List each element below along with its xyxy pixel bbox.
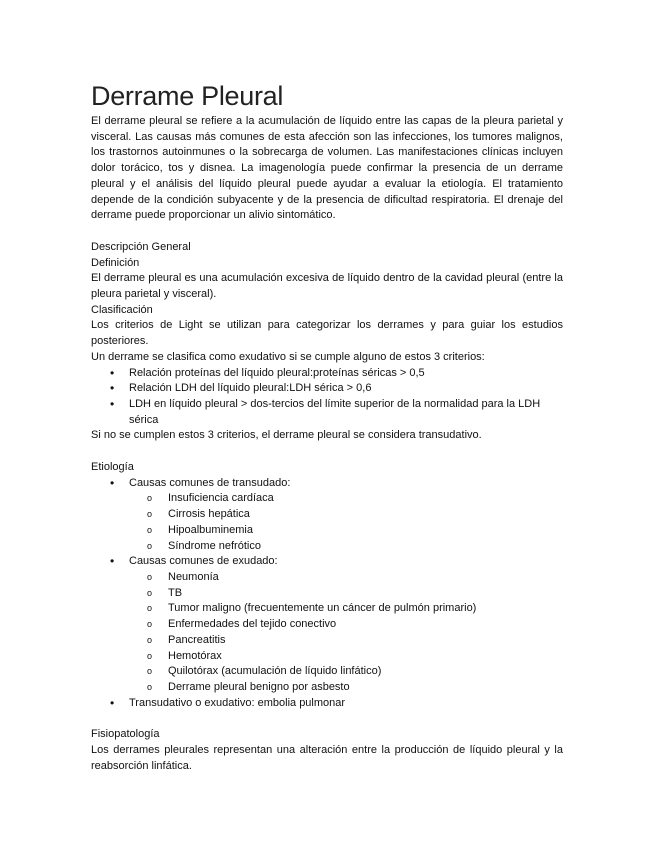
criteria-intro: Un derrame se clasifica como exudativo si se cumple alguno de estos 3 criterios: <box>91 350 485 363</box>
list-item: o Tumor maligno (frecuentemente un cáncer de pulmón primario) <box>91 601 563 617</box>
transudate-causes-list <box>91 491 563 554</box>
etiology-list-mixed <box>91 696 563 712</box>
criteria-list <box>91 366 563 429</box>
definition-paragraph: El derrame pleural es una acumulación excesiva de líquido dentro de la cavidad pleural (entre la pleura parietal y visceral). <box>91 272 563 301</box>
list-item-mixed: • Transudativo o exudativo: embolia pulmonar <box>91 696 563 712</box>
etiology-list <box>91 476 563 492</box>
transudate-label: Causas comunes de transudado: <box>129 476 291 489</box>
list-item: o Cirrosis hepática <box>91 507 563 523</box>
exudate-label: Causas comunes de exudado: <box>129 555 278 568</box>
etiology-list-exudate <box>91 554 563 570</box>
subheading-definition: Definición <box>91 256 140 269</box>
list-item: o TB <box>91 586 563 602</box>
subheading-classification: Clasificación <box>91 303 153 316</box>
section-heading-general: Descripción General <box>91 240 191 253</box>
criteria-outro: Si no se cumplen estos 3 criterios, el derrame pleural se considera transudativo. <box>91 429 482 442</box>
list-item-exudate <box>91 554 563 570</box>
list-item: • Relación proteínas del líquido pleural:proteínas séricas > 0,5 <box>91 366 563 382</box>
list-item: o Síndrome nefrótico <box>91 539 563 555</box>
exudate-causes-list <box>91 570 563 696</box>
classification-paragraph: Los criterios de Light se utilizan para categorizar los derrames y para guiar los estudios posteriores. <box>91 319 563 348</box>
list-item: • LDH en líquido pleural > dos-tercios del límite superior de la normalidad para la LDH sérica <box>91 397 563 428</box>
list-item: o Hemotórax <box>91 649 563 665</box>
list-item: o Derrame pleural benigno por asbesto <box>91 680 563 696</box>
section-heading-etiology: Etiología <box>91 461 134 474</box>
intro-paragraph: El derrame pleural se refiere a la acumulación de líquido entre las capas de la pleura parietal y visceral. Las causas más comunes de esta afección son las infecciones, los tumores malignos, los trastornos autoinmunes o la sobrecarga de volumen. Las manifestaciones clínicas incluyen dolor torácico, tos y disnea. La imagenología puede confirmar la presencia de un derrame pleural y el análisis del líquido pleural puede ayudar a evaluar la etiología. El tratamiento depende de la condición subyacente y de la presencia de dificultad respiratoria. El drenaje del derrame puede proporcionar un alivio sintomático. <box>91 115 563 222</box>
list-item: • Relación LDH del líquido pleural:LDH sérica > 0,6 <box>91 381 563 397</box>
list-item: o Hipoalbuminemia <box>91 523 563 539</box>
pathophysiology-paragraph: Los derrames pleurales representan una alteración entre la producción de líquido pleural y la reabsorción linfática. <box>91 744 563 772</box>
list-item: o Insuficiencia cardíaca <box>91 491 563 507</box>
list-item: o Neumonía <box>91 570 563 586</box>
list-item: o Pancreatitis <box>91 633 563 649</box>
document-body <box>91 80 563 774</box>
page-title: Derrame Pleural <box>91 81 284 111</box>
section-heading-pathophysiology: Fisiopatología <box>91 728 160 741</box>
list-item: o Enfermedades del tejido conectivo <box>91 617 563 633</box>
list-item: o Quilotórax (acumulación de líquido linfático) <box>91 664 563 680</box>
list-item-transudate <box>91 476 563 492</box>
